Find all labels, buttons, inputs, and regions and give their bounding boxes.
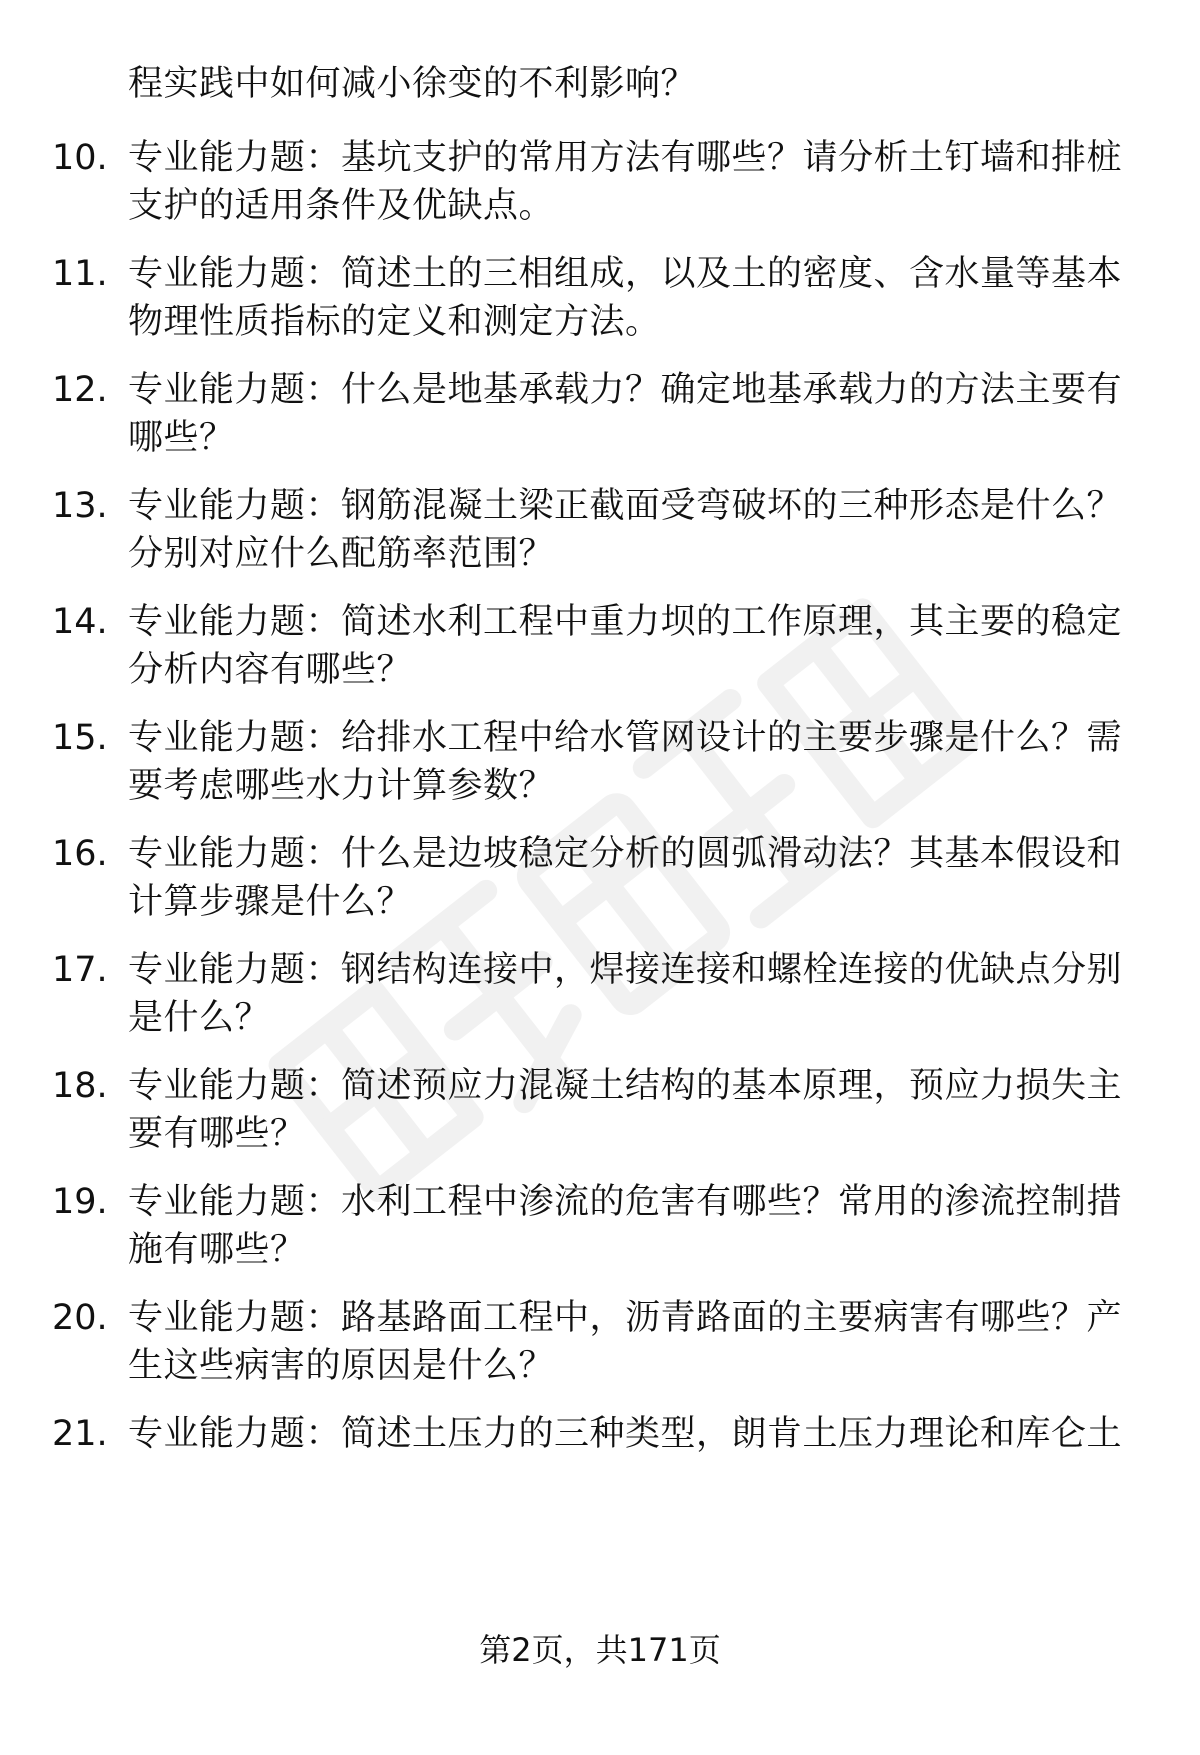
question-item <box>0 366 1200 476</box>
question-line: 分别对应什么配筋率范围？ <box>128 534 555 574</box>
question-number: 14. <box>52 602 108 642</box>
question-item <box>0 598 1200 708</box>
question-line: 专业能力题：简述水利工程中重力坝的工作原理，其主要的稳定 <box>128 602 1123 642</box>
page-footer: 第2页，共171页 <box>479 1631 721 1669</box>
question-line: 专业能力题：简述预应力混凝土结构的基本原理，预应力损失主 <box>128 1066 1123 1106</box>
question-line: 专业能力题：给排水工程中给水管网设计的主要步骤是什么？需 <box>128 718 1123 758</box>
question-line: 支护的适用条件及优缺点。 <box>128 186 555 226</box>
question-text <box>128 482 1138 578</box>
question-line: 专业能力题：钢结构连接中，焊接连接和螺栓连接的优缺点分别 <box>128 950 1123 990</box>
question-line: 是什么？ <box>128 998 271 1038</box>
question-text <box>128 1410 1138 1458</box>
question-item <box>0 134 1200 244</box>
question-number: 16. <box>52 834 108 874</box>
question-line: 分析内容有哪些？ <box>128 650 413 690</box>
question-line: 专业能力题：路基路面工程中，沥青路面的主要病害有哪些？产 <box>128 1298 1123 1338</box>
question-line: 要考虑哪些水力计算参数？ <box>128 766 555 806</box>
question-item <box>0 714 1200 824</box>
question-item <box>0 250 1200 360</box>
question-number: 19. <box>52 1182 108 1222</box>
question-number: 10. <box>52 138 108 178</box>
question-number: 15. <box>52 718 108 758</box>
question-item <box>0 946 1200 1056</box>
question-text <box>128 1062 1138 1158</box>
question-line: 专业能力题：简述土的三相组成，以及土的密度、含水量等基本 <box>128 254 1123 294</box>
question-line: 专业能力题：基坑支护的常用方法有哪些？请分析土钉墙和排桩 <box>128 138 1123 178</box>
question-text <box>128 1294 1138 1390</box>
question-text <box>128 134 1138 230</box>
question-line: 施有哪些？ <box>128 1230 306 1270</box>
question-number: 17. <box>52 950 108 990</box>
question-line: 专业能力题：简述土压力的三种类型，朗肯土压力理论和库仑土 <box>128 1414 1123 1454</box>
question-text <box>128 366 1138 462</box>
question-text <box>128 250 1138 346</box>
question-line: 专业能力题：什么是边坡稳定分析的圆弧滑动法？其基本假设和 <box>128 834 1123 874</box>
question-line: 专业能力题：什么是地基承载力？确定地基承载力的方法主要有 <box>128 370 1123 410</box>
question-text <box>128 946 1138 1042</box>
question-item <box>0 830 1200 940</box>
question-number: 13. <box>52 486 108 526</box>
question-number: 12. <box>52 370 108 410</box>
continuation-line: 程实践中如何减小徐变的不利影响？ <box>128 64 697 104</box>
question-number: 21. <box>52 1414 108 1454</box>
question-number: 11. <box>52 254 108 294</box>
question-item <box>0 1062 1200 1172</box>
question-text <box>128 598 1138 694</box>
question-item <box>0 1178 1200 1288</box>
question-line: 哪些？ <box>128 418 235 458</box>
question-line: 专业能力题：水利工程中渗流的危害有哪些？常用的渗流控制措 <box>128 1182 1123 1222</box>
question-text <box>128 1178 1138 1274</box>
question-line: 计算步骤是什么？ <box>128 882 413 922</box>
question-line: 专业能力题：钢筋混凝土梁正截面受弯破坏的三种形态是什么？ <box>128 486 1123 526</box>
question-line: 物理性质指标的定义和测定方法。 <box>128 302 661 342</box>
question-line: 要有哪些？ <box>128 1114 306 1154</box>
question-line: 生这些病害的原因是什么？ <box>128 1346 555 1386</box>
question-number: 18. <box>52 1066 108 1106</box>
question-item <box>0 1410 1200 1520</box>
question-text <box>128 830 1138 926</box>
question-item <box>0 1294 1200 1404</box>
question-text <box>128 714 1138 810</box>
question-number: 20. <box>52 1298 108 1338</box>
question-item <box>0 482 1200 592</box>
